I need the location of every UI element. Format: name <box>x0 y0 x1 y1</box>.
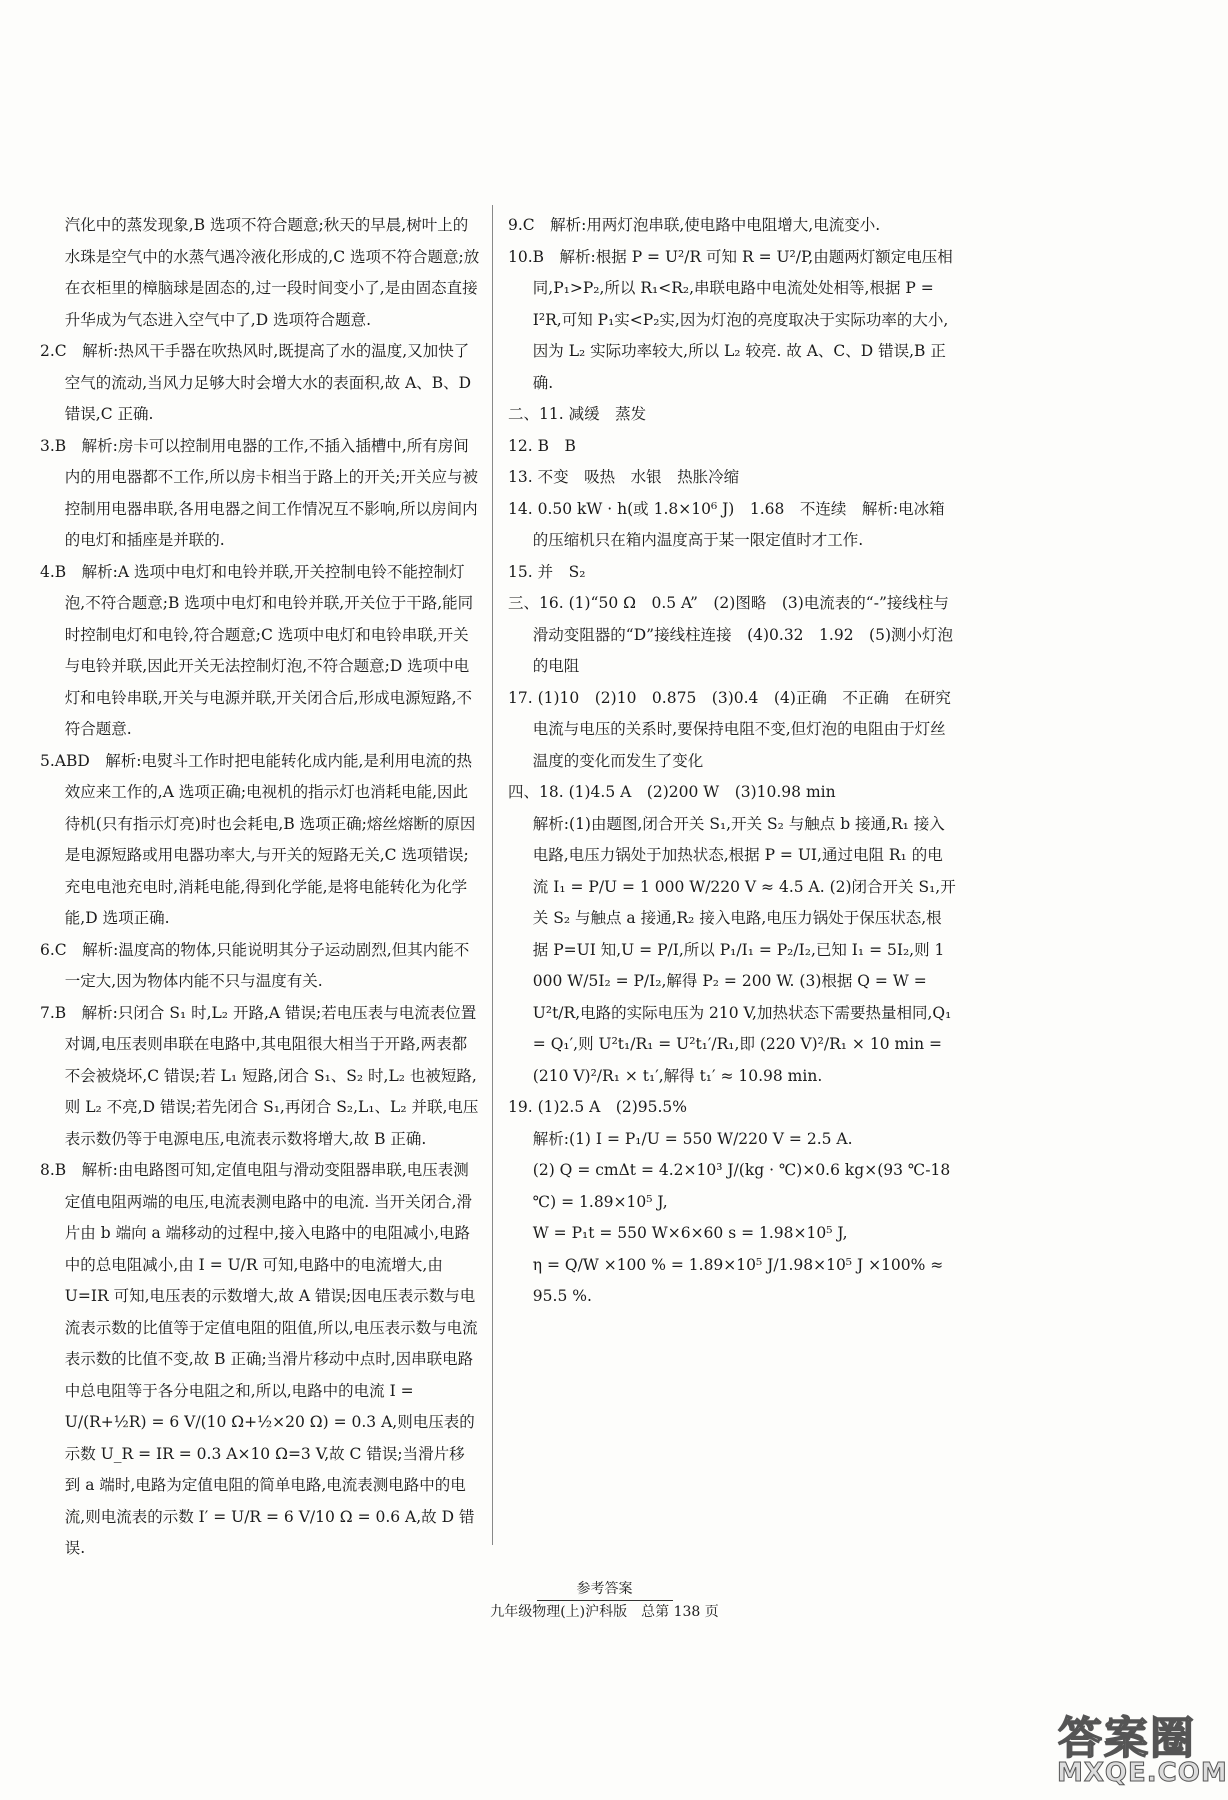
left-column <box>40 210 480 1565</box>
answer-paragraph: 10.B 解析:根据 P = U²/R 可知 R = U²/P,由题两灯额定电压相同,P₁>P₂,所以 R₁<R₂,串联电路中电流处处相等,根据 P = I²R,可知 P₁实<P₂实,因为灯泡的亮度取决于实际功率的大小,因为 L₂ 实际功率较大,所以 L₂ 较亮. 故 A、C、D 错误,B 正确. <box>508 247 953 392</box>
answer-paragraph: 解析:(1) I = P₁/U = 550 W/220 V = 2.5 A. <box>532 1129 853 1148</box>
answer-paragraph: 12. B B <box>508 436 576 455</box>
answer-paragraph: 2.C 解析:热风干手器在吹热风时,既提高了水的温度,又加快了空气的流动,当风力足够大时会增大水的表面积,故 A、B、D 错误,C 正确. <box>40 342 472 423</box>
answer-paragraph: (2) Q = cmΔt = 4.2×10³ J/(kg · ℃)×0.6 kg×(93 ℃-18 ℃) = 1.89×10⁵ J, <box>532 1161 951 1211</box>
answer-paragraph: 解析:(1)由题图,闭合开关 S₁,开关 S₂ 与触点 b 接通,R₁ 接入电路,电压力锅处于加热状态,根据 P = UI,通过电阻 R₁ 的电流 I₁ = P/U = 1 000 W/220 V ≈ 4.5 A. (2)闭合开关 S₁,开关 S₂ 与触点 a 接通,R₂ 接入电路,电压力锅处于保压状态,根据 P=UI 知,U = P/I,所以 P₁/I₁ = P₂/I₂,已知 I₁ = 5I₂,则 1 000 W/5I₂ = P/I₂,解得 P₂ = 200 W. (3)根据 Q = W = U²t/R,电路的实际电压为 210 V,加热状态下需要热量相同,Q₁ = Q₁′,则 U²t₁/R₁ = U²t₁′/R₁,即 (220 V)²/R₁ × 10 min = (210 V)²/R₁ × t₁′,解得 t₁′ ≈ 10.98 min. <box>532 814 956 1085</box>
answer-paragraph: 15. 并 S₂ <box>508 562 586 581</box>
answer-paragraph: 6.C 解析:温度高的物体,只能说明其分子运动剧烈,但其内能不一定大,因为物体内能不只与温度有关. <box>40 940 470 990</box>
column-divider <box>492 205 493 1545</box>
answer-paragraph: 14. 0.50 kW · h(或 1.8×10⁶ J) 1.68 不连续 解析:电冰箱的压缩机只在箱内温度高于某一限定值时才工作. <box>508 499 945 549</box>
answer-paragraph: W = P₁t = 550 W×6×60 s = 1.98×10⁵ J, <box>532 1224 848 1242</box>
answer-paragraph: 汽化中的蒸发现象,B 选项不符合题意;秋天的早晨,树叶上的水珠是空气中的水蒸气遇冷液化形成的,C 选项不符合题意;放在衣柜里的樟脑球是固态的,过一段时间变小了,是由固态直接升华成为气态进入空气中了,D 选项符合题意. <box>64 216 480 329</box>
footer-subtitle: 九年级物理(上)沪科版 总第 138 页 <box>490 1604 719 1620</box>
answer-paragraph: 4.B 解析:A 选项中电灯和电铃并联,开关控制电铃不能控制灯泡,不符合题意;B 选项中电灯和电铃并联,开关位于干路,能同时控制电灯和电铃,符合题意;C 选项中电灯和电铃串联,开关与电铃并联,因此开关无法控制灯泡,不符合题意;D 选项中电灯和电铃串联,开关与电源并联,开关闭合后,形成电源短路,不符合题意. <box>40 562 474 738</box>
answer-paragraph: η = Q/W ×100 % = 1.89×10⁵ J/1.98×10⁵ J ×100% ≈ 95.5 %. <box>532 1255 944 1305</box>
footer-title: 参考答案 <box>537 1578 673 1601</box>
answer-paragraph: 7.B 解析:只闭合 S₁ 时,L₂ 开路,A 错误;若电压表与电流表位置对调,电压表则串联在电路中,其电阻很大相当于开路,两表都不会被烧坏,C 错误;若 L₁ 短路,闭合 S₁、S₂ 时,L₂ 也被短路,则 L₂ 不亮,D 错误;若先闭合 S₁,再闭合 S₂,L₁、L₂ 并联,电压表示数仍等于电源电压,电流表示数将增大,故 B 正确. <box>40 1003 479 1148</box>
answer-paragraph: 17. (1)10 (2)10 0.875 (3)0.4 (4)正确 不正确 在研究电流与电压的关系时,要保持电阻不变,但灯泡的电阻由于灯丝温度的变化而发生了变化 <box>508 688 951 770</box>
answer-paragraph: 8.B 解析:由电路图可知,定值电阻与滑动变阻器串联,电压表测定值电阻两端的电压,电流表测电路中的电流. 当开关闭合,滑片由 b 端向 a 端移动的过程中,接入电路中的电阻减小,电路中的总电阻减小,由 I = U/R 可知,电路中的电流增大,由 U=IR 可知,电压表的示数增大,故 A 错误;因电压表示数与电流表示数的比值等于定值电阻的阻值,所以,电压表示数与电流表示数的比值不变,故 B 正确;当滑片移动中点时,因串联电路中总电阻等于各分电阻之和,所以,电路中的电流 I = U/(R+½R) = 6 V/(10 Ω+½×20 Ω) = 0.3 A,则电压表的示数 U_R = IR = 0.3 A×10 Ω=3 V,故 C 错误;当滑片移到 a 端时,电路为定值电阻的简单电路,电流表测电路中的电流,则电流表的示数 I′ = U/R = 6 V/10 Ω = 0.6 A,故 D 错误. <box>40 1161 478 1557</box>
answer-paragraph: 13. 不变 吸热 水银 热胀冷缩 <box>508 468 740 486</box>
watermark-top: 答案圈 <box>1058 1713 1196 1764</box>
watermark-bottom: MXQE.COM <box>1057 1758 1228 1788</box>
answer-paragraph: 19. (1)2.5 A (2)95.5% <box>508 1098 687 1116</box>
page-footer <box>0 1578 1209 1623</box>
watermark-logo <box>1057 1702 1228 1792</box>
answer-paragraph: 二、11. 减缓 蒸发 <box>508 405 647 423</box>
answer-paragraph: 9.C 解析:用两灯泡串联,使电路中电阻增大,电流变小. <box>508 216 881 234</box>
answer-paragraph: 3.B 解析:房卡可以控制用电器的工作,不插入插槽中,所有房间内的用电器都不工作,所以房卡相当于路上的开关;开关应与被控制用电器串联,各用电器之间工作情况互不影响,所以房间内的电灯和插座是并联的. <box>40 436 478 549</box>
answer-paragraph: 四、18. (1)4.5 A (2)200 W (3)10.98 min <box>508 783 836 801</box>
answer-paragraph: 三、16. (1)“50 Ω 0.5 A” (2)图略 (3)电流表的“-”接线柱与滑动变阻器的“D”接线柱连接 (4)0.32 1.92 (5)测小灯泡的电阻 <box>508 594 954 675</box>
right-column <box>508 210 956 1313</box>
answer-paragraph: 5.ABD 解析:电熨斗工作时把电能转化成内能,是利用电流的热效应来工作的,A 选项正确;电视机的指示灯也消耗电能,因此待机(只有指示灯亮)时也会耗电,B 选项正确;熔丝熔断的原因是电源短路或用电器功率大,与开关的短路无关,C 选项错误;充电电池充电时,消耗电能,得到化学能,是将电能转化为化学能,D 选项正确. <box>40 751 476 927</box>
